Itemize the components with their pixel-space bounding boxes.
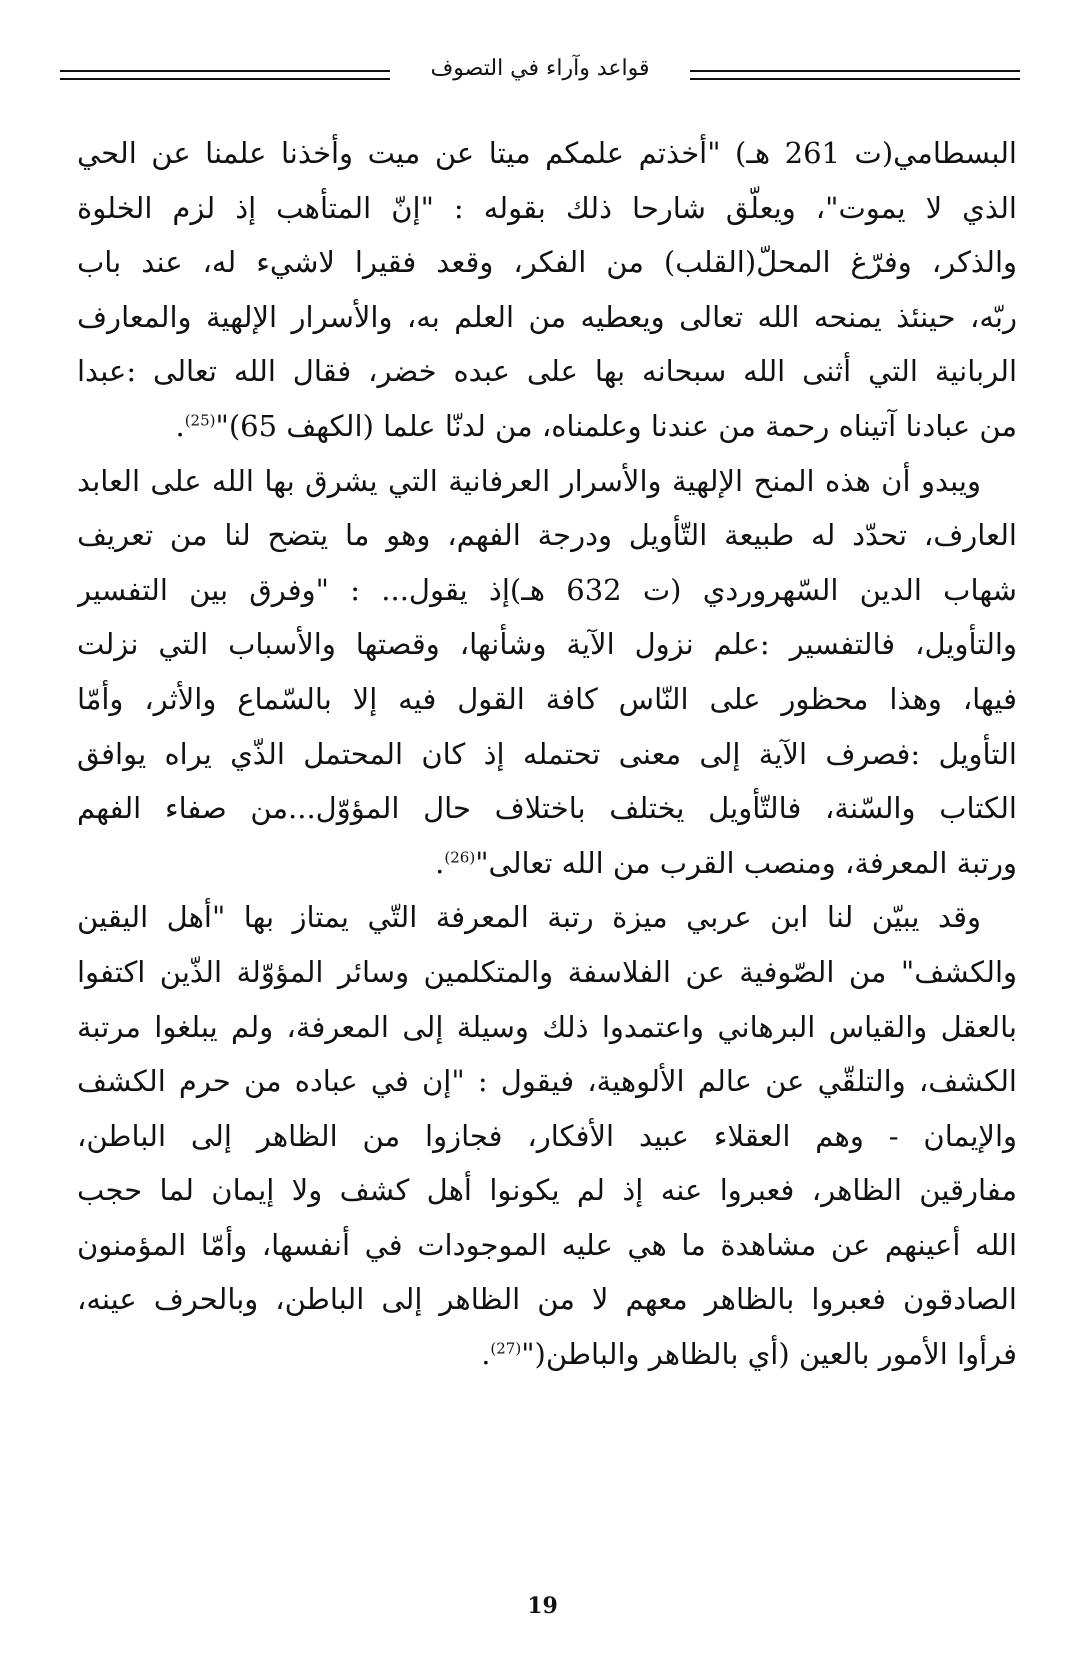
footnote-ref[interactable]: (27) <box>490 1339 522 1358</box>
text-line: الذي لا يموت"، ويعلّق شارحا ذلك بقوله : "إنّ المتأهب إذ لزم الخلوة <box>77 190 1017 225</box>
paragraph-3 <box>77 890 1017 1381</box>
text-line: ربّه، حينئذ يمنحه الله تعالى ويعطيه من العلم به، والأسرار الإلهية والمعارف <box>77 299 1017 334</box>
text-line: العارف، تحدّد له طبيعة التّأويل ودرجة الفهم، وهو ما يتضح لنا من تعريف <box>77 518 1017 553</box>
text-line: ورتبة المعرفة، ومنصب القرب من الله تعالى" <box>475 845 1017 880</box>
text-line-last <box>77 1327 1017 1382</box>
text-line: الله أعينهم عن مشاهدة ما هي عليه الموجودات في أنفسها، وأمّا المؤمنون <box>77 1227 1017 1262</box>
sentence-end: . <box>435 845 445 880</box>
text-line-last <box>77 399 1017 454</box>
text-line: والإيمان - وهم العقلاء عبيد الأفكار، فجازوا من الظاهر إلى الباطن، <box>77 1118 1017 1153</box>
text-line: فيها، وهذا محظور على النّاس كافة القول فيه إلا بالسّماع والأثر، وأمّا <box>77 681 1017 716</box>
text-line: الربانية التي أثنى الله سبحانه بها على عبده خضر، فقال الله تعالى :عبدا <box>77 354 1017 389</box>
text-line: والتأويل، فالتفسير :علم نزول الآية وشأنها، وقصتها والأسباب التي نزلت <box>77 627 1017 662</box>
header-rule-right <box>690 70 1020 80</box>
text-line: بالعقل والقياس البرهاني واعتمدوا ذلك وسيلة إلى المعرفة، ولم يبلغوا مرتبة <box>77 1009 1017 1044</box>
paragraph-2 <box>77 454 1017 891</box>
text-line: البسطامي(ت 261 هـ) "أخذتم علمكم ميتا عن ميت وأخذنا علمنا عن الحي <box>77 136 1017 170</box>
text-line: من عبادنا آتيناه رحمة من عندنا وعلمناه، من لدنّا علما (الكهف 65)" <box>215 408 1017 443</box>
text-line: فرأوا الأمور بالعين (أي بالظاهر والباطن(" <box>521 1337 1017 1372</box>
text-line: الكشف، والتلقّي عن عالم الألوهية، فيقول : "إن في عباده من حرم الكشف <box>77 1064 1017 1099</box>
text-line: شهاب الدين السّهروردي (ت 632 هـ)إذ يقول... : "وفرق بين التفسير <box>77 572 1017 607</box>
header-rule-left <box>60 70 390 80</box>
text-line: التأويل :فصرف الآية إلى معنى تحتمله إذ كان المحتمل الذّي يراه يوافق <box>77 736 1017 771</box>
sentence-end: . <box>481 1337 491 1372</box>
text-line: مفارقين الظاهر، فعبروا عنه إذ لم يكونوا أهل كشف ولا إيمان لما حجب <box>77 1173 1017 1208</box>
text-line: الكتاب والسّنة، فالتّأويل يختلف باختلاف حال المؤوّل...من صفاء الفهم <box>77 791 1017 826</box>
body-text <box>77 126 1017 1382</box>
header-title: قواعد وآراء في التصوف <box>430 56 650 81</box>
text-line: الصادقون فعبروا بالظاهر معهم لا من الظاهر إلى الباطن، وبالحرف عينه، <box>77 1282 1017 1317</box>
text-line: والذكر، وفرّغ المحلّ(القلب) من الفكر، وقعد فقيرا لاشيء له، عند باب <box>77 245 1017 280</box>
text-line: ويبدو أن هذه المنح الإلهية والأسرار العرفانية التي يشرق بها الله على العابد <box>77 463 981 498</box>
text-line: والكشف" من الصّوفية عن الفلاسفة والمتكلمين وسائر المؤوّلة الذّين اكتفوا <box>77 954 1017 989</box>
page-number: 19 <box>527 1593 558 1619</box>
paragraph-1 <box>77 126 1017 454</box>
running-header <box>60 48 1020 88</box>
text-line: وقد يبيّن لنا ابن عربي ميزة رتبة المعرفة التّي يمتاز بها "أهل اليقين <box>77 900 981 935</box>
sentence-end: . <box>175 408 185 443</box>
footnote-ref[interactable]: (26) <box>444 848 476 867</box>
footnote-ref[interactable]: (25) <box>184 411 216 430</box>
text-line-last <box>77 836 1017 891</box>
